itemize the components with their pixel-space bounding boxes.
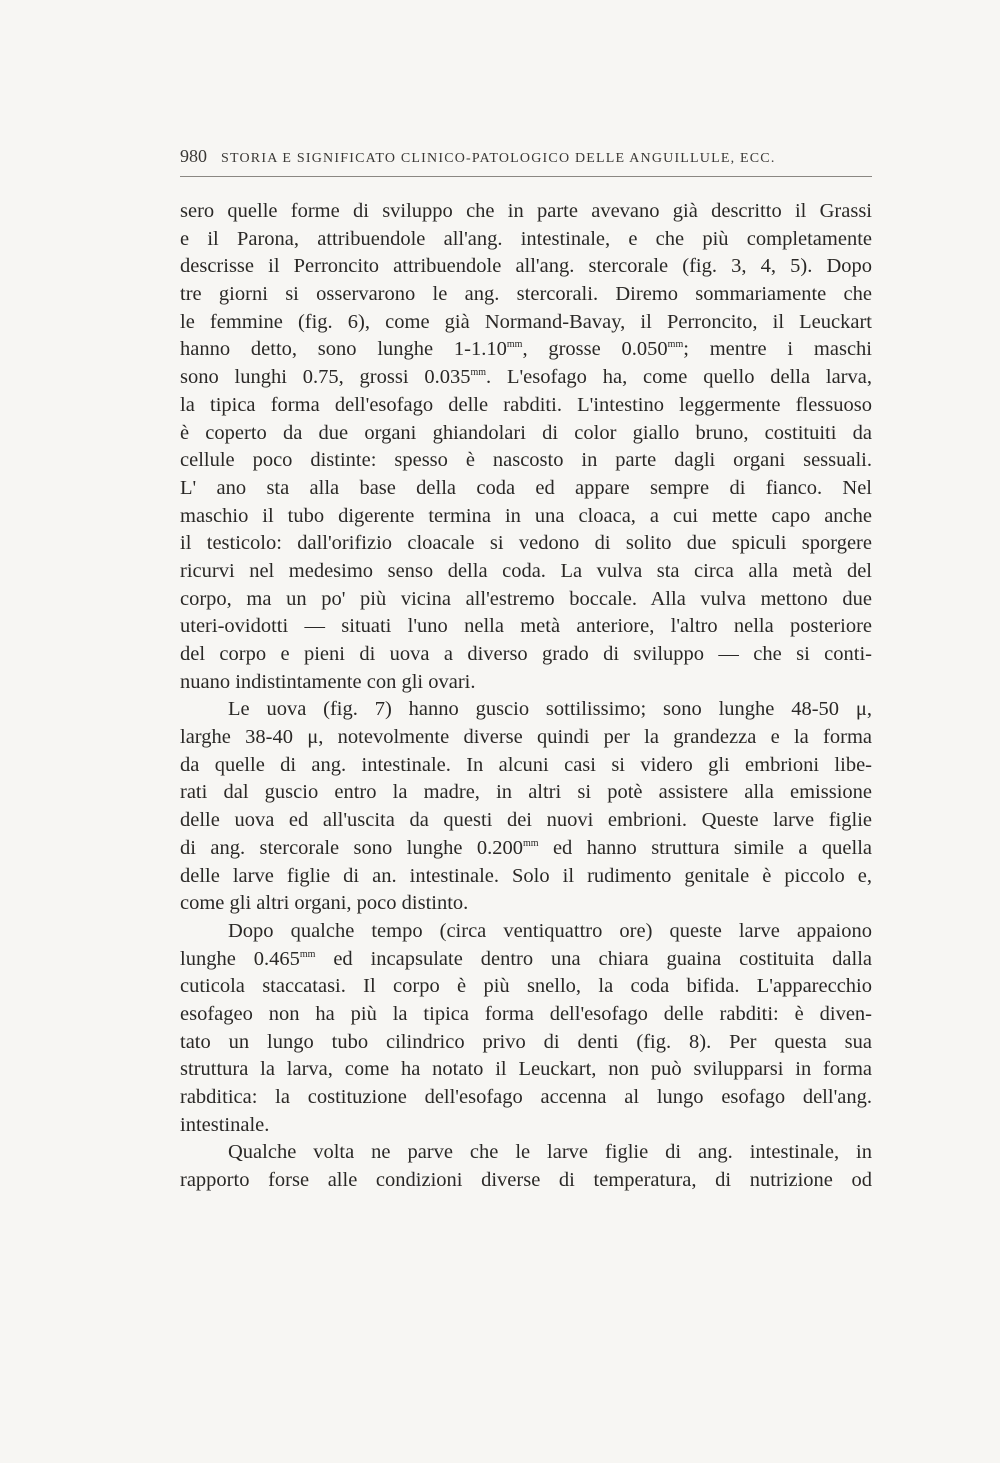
text-line: uteri-ovidotti — situati l'uno nella metà anteriore, l'altro nella posteriore — [180, 615, 872, 638]
text-line: da quelle di ang. intestinale. In alcuni casi si videro gli embrioni libe- — [180, 753, 872, 776]
text-line: ricurvi nel medesimo senso della coda. La vulva sta circa alla metà del — [180, 559, 872, 582]
text-line: il testicolo: dall'orifizio cloacale si vedono di solito due spiculi sporgere — [180, 532, 872, 555]
text-line: Qualche volta ne parve che le larve figlie di ang. intestinale, in — [228, 1141, 872, 1164]
text-line: rapporto forse alle condizioni diverse di temperatura, di nutrizione od — [180, 1169, 872, 1192]
text-line: delle uova ed all'uscita da questi dei nuovi embrioni. Queste larve figlie — [180, 809, 872, 832]
text-line: descrisse il Perroncito attribuendole all'ang. stercorale (fig. 3, 4, 5). Dopo — [180, 255, 872, 278]
text-line: larghe 38-40 μ, notevolmente diverse quindi per la grandezza e la forma — [180, 726, 872, 749]
running-title: STORIA E SIGNIFICATO CLINICO-PATOLOGICO DELLE ANGUILLULE, ECC. — [221, 151, 776, 166]
text-line: sono lunghi 0.75, grossi $0.035^{mm}$. L'esofago ha, come quello della larva, — [180, 366, 872, 389]
text-line: L' ano sta alla base della coda ed appare sempre di fianco. Nel — [180, 476, 872, 499]
text-line: tato un lungo tubo cilindrico privo di denti (fig. 8). Per questa sua — [180, 1030, 872, 1053]
text-line: intestinale. — [180, 1113, 270, 1136]
text-line: hanno detto, sono lunghe $1-1.10^{mm}$, grosse $0.050^{mm}$; mentre i maschi — [180, 338, 872, 361]
text-line: Le uova (fig. 7) hanno guscio sottilissimo; sono lunghe 48-50 μ, — [228, 698, 872, 721]
text-line: sero quelle forme di sviluppo che in parte avevano già descritto il Grassi — [180, 200, 872, 222]
text-line: lunghe $0.465^{mm}$ ed incapsulate dentro una chiara guaina costituita dalla — [180, 947, 873, 970]
text-line: nuano indistintamente con gli ovari. — [180, 670, 476, 693]
text-line: le femmine (fig. 6), come già Normand-Bavay, il Perroncito, il Leuckart — [180, 310, 872, 333]
text-line: rabditica: la costituzione dell'esofago accenna al lungo esofago dell'ang. — [180, 1086, 872, 1108]
text-line: la tipica forma dell'esofago delle rabditi. L'intestino leggermente flessuoso — [180, 393, 872, 416]
text-line: maschio il tubo digerente termina in una cloaca, a cui mette capo anche — [180, 504, 872, 527]
text-line: rati dal guscio entro la madre, in altri si potè assistere alla emissione — [180, 781, 872, 804]
text-line: tre giorni si osservarono le ang. stercorali. Diremo sommariamente che — [180, 283, 872, 306]
text-line: delle larve figlie di an. intestinale. Solo il rudimento genitale è piccolo e, — [180, 864, 872, 887]
header-rule — [180, 176, 872, 177]
text-line: corpo, ma un po' più vicina all'estremo boccale. Alla vulva mettono due — [180, 587, 872, 610]
text-line: cuticola staccatasi. Il corpo è più snello, la coda bifida. L'apparecchio — [180, 975, 872, 998]
text-line: del corpo e pieni di uova a diverso grado di sviluppo — che si conti- — [180, 643, 872, 665]
text-line: esofageo non ha più la tipica forma dell'esofago delle rabditi: è diven- — [180, 1002, 872, 1025]
text-line: come gli altri organi, poco distinto. — [180, 892, 469, 915]
running-head — [180, 146, 872, 170]
text-line: struttura la larva, come ha notato il Leuckart, non può svilupparsi in forma — [180, 1058, 872, 1081]
text-line: e il Parona, attribuendole all'ang. intestinale, e che più completamente — [180, 227, 872, 250]
text-line: di ang. stercorale sono lunghe $0.200^{mm}$ ed hanno struttura simile a quella — [180, 836, 873, 859]
text-line: Dopo qualche tempo (circa ventiquattro ore) queste larve appaiono — [228, 919, 872, 942]
body-text — [180, 198, 872, 1195]
text-line: è coperto da due organi ghiandolari di color giallo bruno, costituiti da — [180, 421, 872, 444]
text-line: cellule poco distinte: spesso è nascosto in parte dagli organi sessuali. — [180, 449, 872, 472]
page-number: 980 — [180, 146, 207, 166]
